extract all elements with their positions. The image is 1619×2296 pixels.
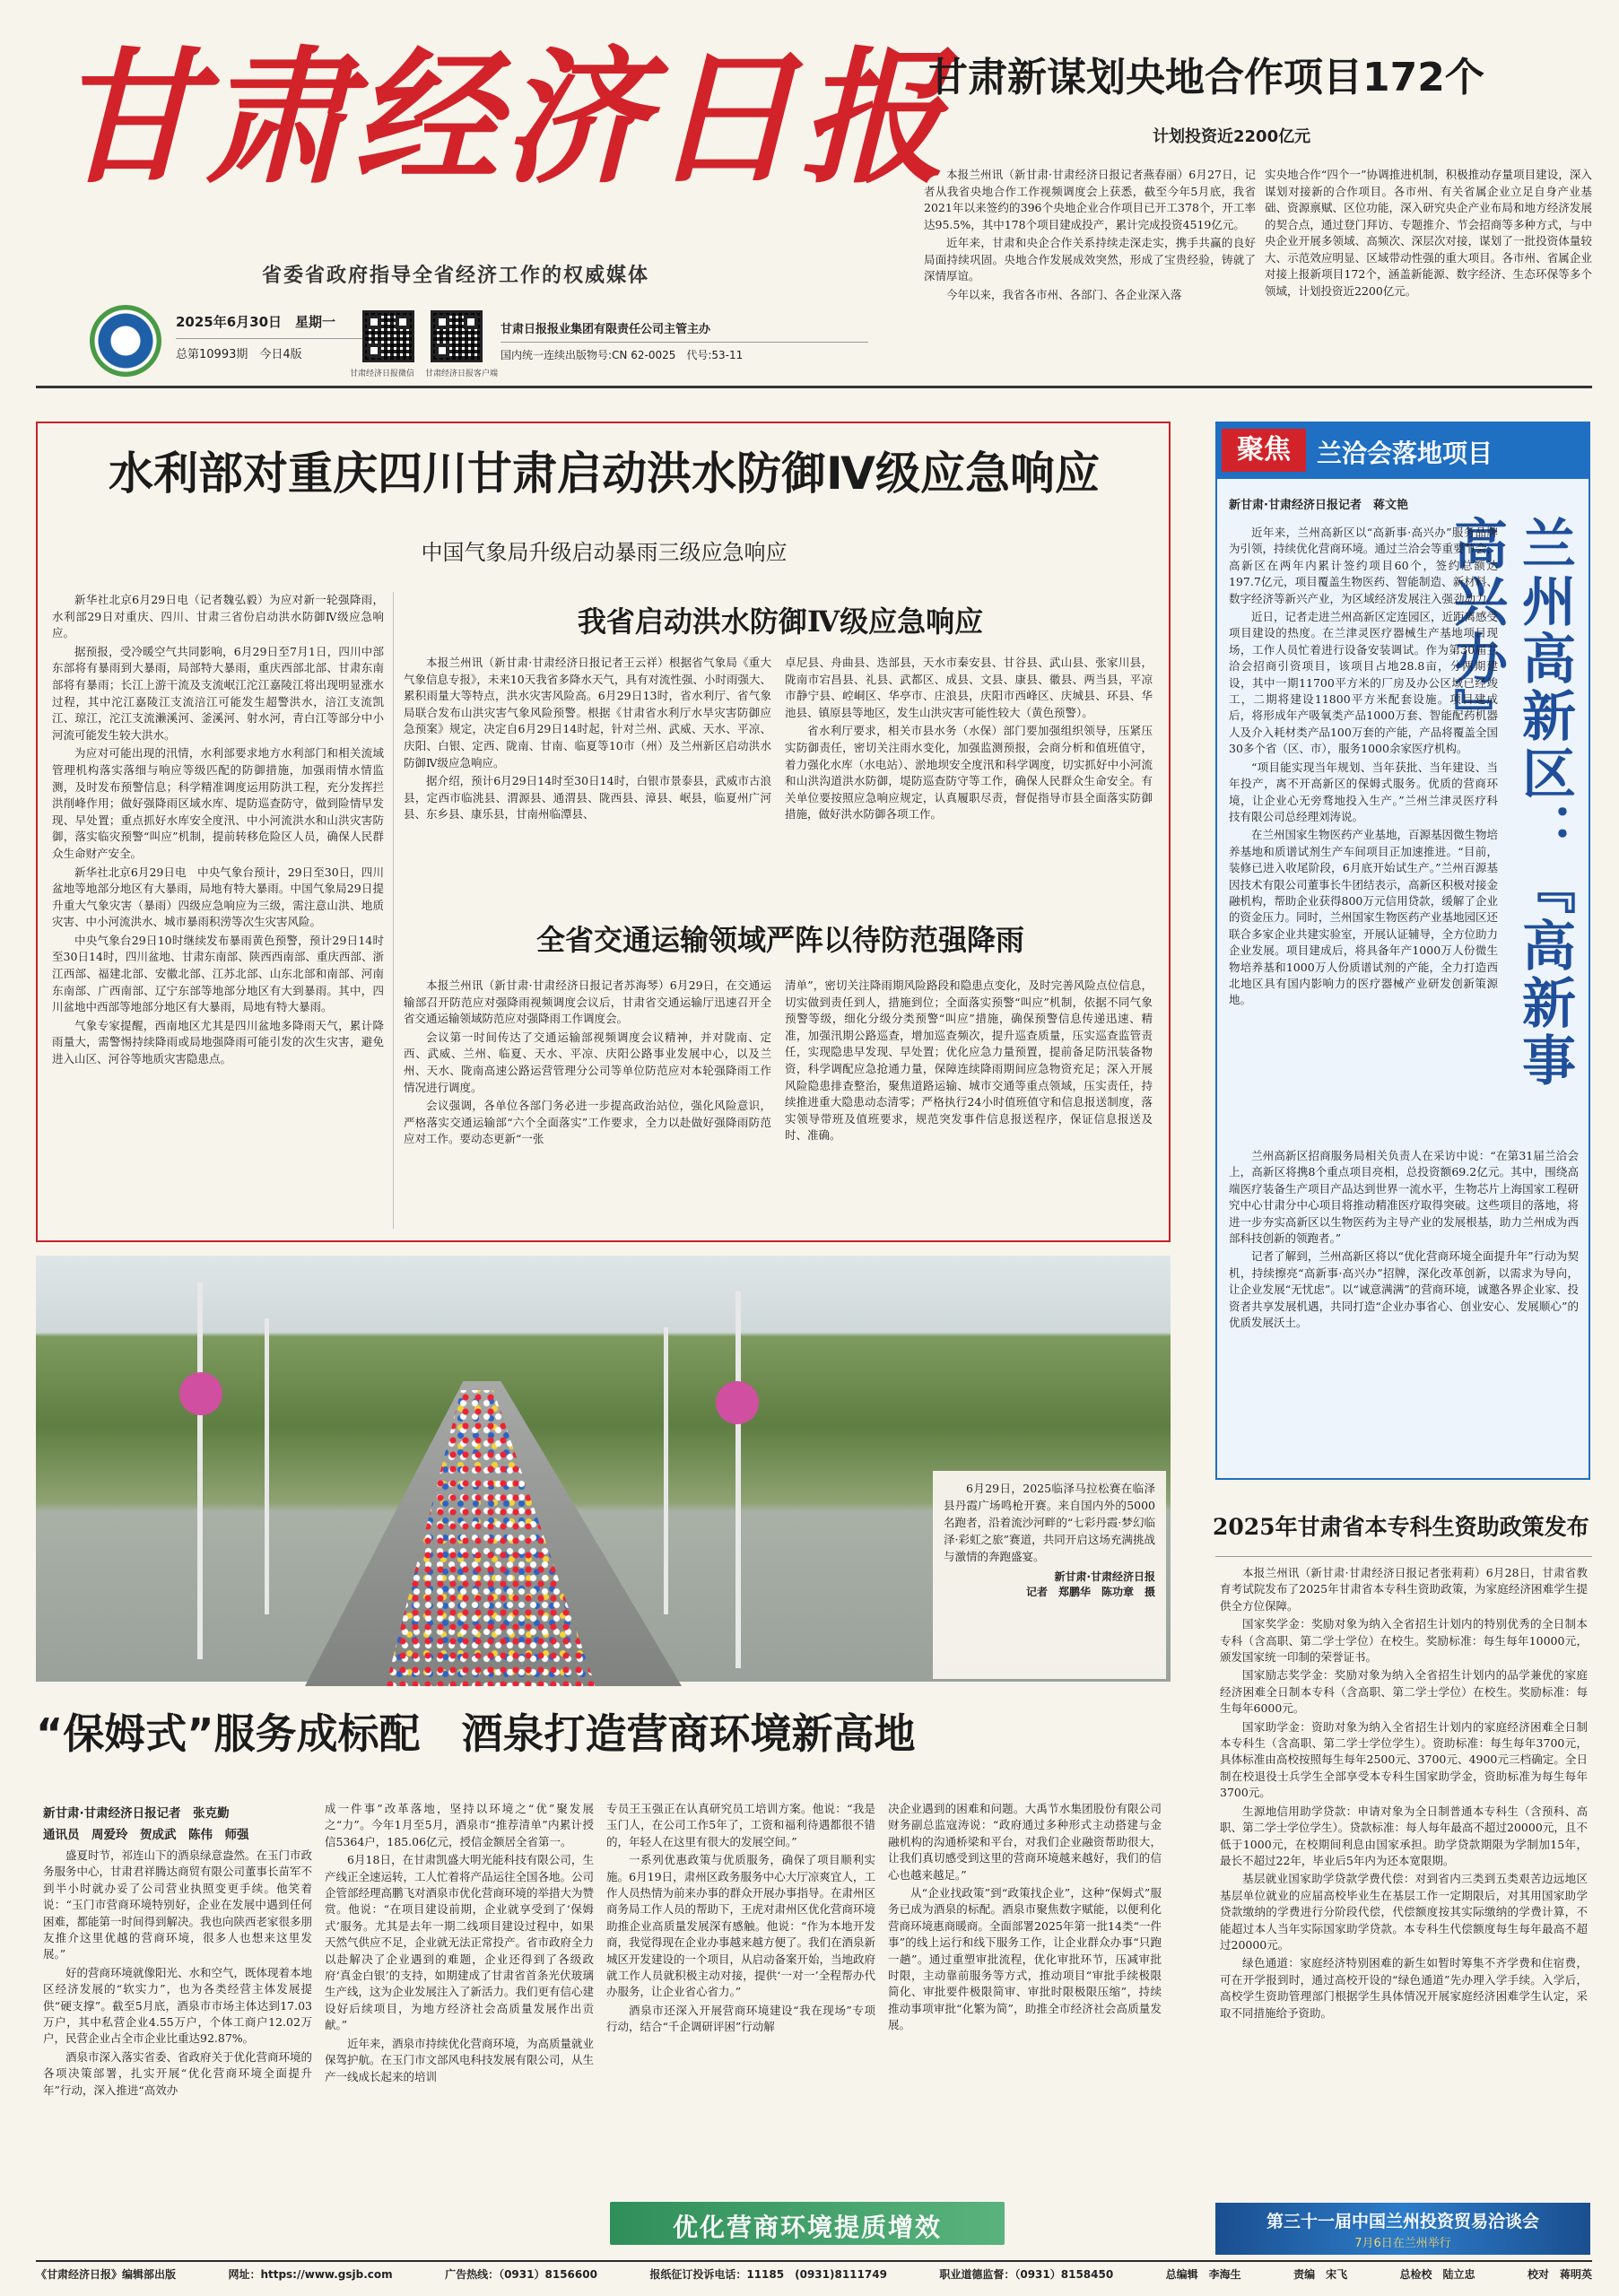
publisher-line: 甘肃日报报业集团有限责任公司主管主办 (500, 323, 711, 336)
business-banner (610, 2202, 1005, 2245)
focus-byline: 新甘肃·甘肃经济日报记者 蒋文艳 (1229, 499, 1408, 512)
business-col-2: 成一件事”改革落地，坚持以环境之“优”聚发展之“力”。今年1月至5月，酒泉市“推荐清单”内累计授信5364户，185.06亿元，授信金额居全省第一。 6月18日，在甘肃凯盛大明光能科技有限公司，生产线正全速运转，工人忙着将产品运往全国各地。公司企管部经理高鹏飞对酒泉市优化营商环境的举措大为赞赏。他说：“在项目建设前期，企业就享受到了‘保姆式’服务。尤其是去年一期二线项目建设过程中，如果天然气供应不足，企业就无法正常投产。省市政府全力以赴解决了企业遇到的难题，企业还得到了各级政府‘真金白银’的支持，如期建成了甘肃省首条光伏玻璃生产线，这为企业发展注入了新活力。我们更有信心建设好后续项目，为地方经济社会高质量发展作出贡献。” 近年来，酒泉市持续优化营商环境，为高质量就业保驾护航。在玉门市文部风电科技发展有限公司，从生产一线成长起来的培训 (325, 1802, 595, 2083)
footer-item: 职业道德监督：（0931）8158450 (939, 2268, 1114, 2281)
masthead-slogan: 省委省政府指导全省经济工作的权威媒体 (262, 265, 650, 287)
business-col-3: 专员王玉强正在认真研究员工培训方案。他说：“我是玉门人，在公司工作5年了，工资和福利待遇都很不错的，年轻人在这里有很大的发展空间。” 一系列优惠政策与优质服务，确保了项目顺利实施。6月19日，肃州区政务服务中心大厅凉爽宜人，工作人员热情为前来办事的群众开展办事指导。在肃州区商务局工作人员的帮助下，王虎对肃州区优化营商环境助推企业高质量发展深有感触。他说：“作为本地开发商，我觉得现在企业办事越来越方便了。我们在酒泉新城区开发建设的一个项目，从启动备案开始，当地政府就工作人员就积极主动对接，提供‘一对一’全程帮办代办服务，让企业省心省力。” 酒泉市还深入开展营商环境建设“我在现场”专项行动，结合“千企调研评困”行动解 (606, 1802, 876, 2034)
flood-headline[interactable]: 水利部对重庆四川甘肃启动洪水防御Ⅳ级应急响应 (109, 448, 1100, 500)
footer-item: 总检校 陆立忠 (1399, 2268, 1475, 2281)
subsidy-body: 本报兰州讯（新甘肃·甘肃经济日报记者张莉莉）6月28日，甘肃省教育考试院发布了2025年甘肃省本专科生资助政策，为家庭经济困难学生提供全方位保障。 国家奖学金：奖励对象为纳入全省招生计划内的特别优秀的全日制本专科（含高职、第二学士学位）在校生。奖励标准：每生每年10000元，颁发国家统一印制的荣誉证书。 国家励志奖学金：奖励对象为纳入全省招生计划内的品学兼优的家庭经济困难全日制本专科（含高职、第二学士学位）在校生。奖励标准：每生每年6000元。 国家助学金：资助对象为纳入全省招生计划内的家庭经济困难全日制本专科生（含高职、第二学士学位学生）。资助标准：每生每年3700元，具体标准由高校按照每生每年2500元、3700元、4900元三档确定。全日制在校退役士兵学生全部享受本专科生国家助学金，资助标准为每生每年3700元。 生源地信用助学贷款：申请对象为全日制普通本专科生（含预科、高职、第二学士学位学生）。贷款标准：每人每年最高不超过20000元，且不低于1000元，在校期间利息由国家承担。助学贷款期限为学制加15年，最长不超过22年，毕业后5年内为还本宽限期。 基层就业国家助学贷款学费代偿：对到省内三类到五类艰苦边远地区基层单位就业的应届高校毕业生在基层工作一定期限后，对其用国家助学贷款缴纳的学费进行分阶段代偿，代偿额度按其实际缴纳的学费计算，不能超过本人当年实际国家助学贷款。本专科生代偿额度每生每年最高不超过20000元。 绿色通道：家庭经济特别困难的新生如暂时筹集不齐学费和住宿费，可在开学报到时，通过高校开设的“绿色通道”先办理入学手续。入学后，高校学生资助管理部门根据学生具体情况开展家庭经济困难学生认定，采取不同措施给予资助。 (1220, 1566, 1588, 2020)
business-byline-2: 通讯员 周爱玲 贺成武 陈伟 师强 (43, 1828, 249, 1842)
footer (36, 2266, 1592, 2292)
marathon-photo[interactable] (36, 1256, 1171, 1682)
flood-sub1-title[interactable]: 我省启动洪水防御Ⅳ级应急响应 (577, 604, 984, 639)
cn-number-line: 国内统一连续出版物号:CN 62-0025 代号:53-11 (500, 349, 744, 361)
qr-code-wechat[interactable] (362, 310, 414, 362)
qr-code-app[interactable] (431, 310, 483, 362)
flood-subhead: 中国气象局升级启动暴雨三级应急响应 (421, 540, 788, 565)
photo-credit-1: 新甘肃·甘肃经济日报 (1054, 1570, 1155, 1583)
footer-item: 责编 宋飞 (1293, 2268, 1348, 2281)
business-banner-text: 优化营商环境提质增效 (672, 2213, 942, 2242)
business-byline-1: 新甘肃·甘肃经济日报记者 张克勤 (43, 1806, 230, 1821)
top-story-col1: 本报兰州讯（新甘肃·甘肃经济日报记者燕春丽）6月27日，记者从我省央地合作工作视频调度会上获悉，截至今年5月底，我省2021年以来签约的396个央地企业合作项目已开工378个，开工率达95.5%，其中178个项目建成投产，累计完成投资4519亿元。 近年来，甘肃和央企合作关系持续走深走实，携手共赢的良好局面持续巩固。央地合作发展成效突然，形成了宝贵经验，铸就了深情厚谊。 今年以来，我省各市州、各部门、各企业深入落 (924, 168, 1256, 301)
top-story-headline[interactable]: 甘肃新谋划央地合作项目172个 (928, 55, 1484, 100)
flood-sub2-title[interactable]: 全省交通运输领域严阵以待防范强降雨 (535, 923, 1024, 957)
footer-item: 总编辑 李海生 (1165, 2268, 1241, 2281)
qr-caption-wechat: 甘肃经济日报微信 (350, 370, 415, 378)
expo-banner-title: 第三十一届中国兰州投资贸易洽谈会 (1266, 2212, 1539, 2231)
footer-item: 广告热线：（0931）8156600 (445, 2268, 597, 2281)
date-line: 2025年6月30日 星期一 (176, 314, 336, 330)
top-story-col2: 实央地合作“四个一”协调推进机制，积极推动存量项目建设，深入谋划对接新的合作项目。各市州、有关省属企业立足自身产业基础、资源禀赋、区位功能，深入研究央企产业布局和地方经济发展的契合点，通过登门拜访、专题推介、节会招商等多种方式，与中央企业开展多领域、高频次、深层次对接，谋划了一批投资体量较大、示范效应明显、区域带动性强的重大项目。各市州、省属企业对接上报新项目172个，涵盖新能源、数字经济、生态环保等多个领域，计划投资近2200亿元。 (1265, 168, 1592, 298)
expo-banner-date: 7月6日在兰州举行 (1354, 2237, 1451, 2250)
footer-item: 校对 蒋明英 (1527, 2268, 1592, 2281)
footer-item: 报纸征订投诉电话：11185 (0931)8111749 (649, 2268, 887, 2281)
photo-caption: 6月29日，2025临泽马拉松赛在临泽县丹霞广场鸣枪开赛。来自国内外的5000名跑者，沿着流沙河畔的“七彩丹霞·梦幻临泽·彩虹之旅”赛道，共同开启这场充满挑战与激情的奔跑盛宴。 (944, 1482, 1155, 1563)
flood-sub2-col-a: 本报兰州讯（新甘肃·甘肃经济日报记者苏海琴）6月29日，在交通运输部召开防范应对强降雨视频调度会议后，甘肃省交通运输厅迅速召开全省交通运输领域防范应对强降雨工作调度会。 会议第一时间传达了交通运输部视频调度会议精神，并对陇南、定西、武威、兰州、临夏、天水、平凉、庆阳公路事业发展中心，以及兰州、天水、陇南高速公路运营管理分公司等单位防范应对本轮强降雨工作情况进行调度。 会议强调，各单位各部门务必进一步提高政治站位，强化风险意识，严格落实交通运输部“六个全面落实”工作要求，全力以赴做好强降雨防范应对工作。要动态更新“一张 (404, 978, 771, 1146)
focus-body-bottom: 兰州高新区招商服务局相关负责人在采访中说：“在第31届兰洽会上，高新区将携8个重点项目亮相，总投资额69.2亿元。其中，围绕高端医疗装备生产项目产品达到世界一流水平，生物芯片上海国家工程研究中心甘肃分中心项目将推动精准医疗取得突破。这些项目的落地，将进一步夯实高新区以生物医药为主导产业的发展根基，助力兰州成为西部科技创新的领跑者。” 记者了解到，兰州高新区将以“优化营商环境全面提升年”行动为契机，持续擦亮“高新事·高兴办”招牌，深化改革创新，以需求为导向，让企业发展“无忧虑”。以“诚意满满”的营商环境，诚邀各界企业家、投资者共享发展机遇，共同打造“企业办事省心、创业安心、发展顺心”的优质发展沃土。 (1229, 1149, 1579, 1330)
newspaper-logo-icon (90, 305, 161, 377)
flood-sub1-col-a: 本报兰州讯（新甘肃·甘肃经济日报记者王云祥）根据省气象局《重大气象信息专报》，未来10天我省多降水天气，具有对流性强、小时雨强大、累积雨量大等特点，洪水灾害风险高。6月29日13时，省水利厅、省气象局联合发布山洪灾害气象风险预警。根据《甘肃省水利厅水旱灾害防御应急预案》规定，决定自6月29日14时起，针对兰州、武威、天水、平凉、庆阳、白银、定西、陇南、甘南、临夏等10市（州）及兰州新区启动洪水防御Ⅳ级应急响应。 据介绍，预计6月29日14时至30日14时，白银市景泰县，武威市古浪县，定西市临洮县、渭源县、通渭县、陇西县、漳县、岷县，临夏州广河县、东乡县、康乐县，甘南州临潭县、 (404, 656, 771, 822)
flood-left-column: 新华社北京6月29日电（记者魏弘毅）为应对新一轮强降雨，水利部29日对重庆、四川、甘肃三省份启动洪水防御Ⅳ级应急响应。 据预报，受冷暖空气共同影响，6月29日至7月1日，四川中部东部将有暴雨到大暴雨，局部特大暴雨，重庆西部北部、甘肃东南部将有暴雨；长江上游干流及支流岷江沱江嘉陵江将出现明显涨水过程，其中沱江嘉陵江支流涪江可能发生超警洪水，涪江支流凯江、琼江，沱江支流濑溪河、釜溪河、射水河，青白江等部分中小河流可能发生较大洪水。 为应对可能出现的汛情，水利部要求地方水利部门和相关流域管理机构落实落细与响应等级匹配的防御措施，加强雨情水情监测，及时发布预警信息；科学精准调度运用防洪工程，充分发挥拦洪削峰作用；做好强降雨区域水库、堤防巡查防守，做到险情早发现、早处置；重点抓好水库安全度汛、中小河流洪水和山洪灾害防御，落实临灾预警“叫应”机制，提前转移危险区人员，确保人民群众生命财产安全。 新华社北京6月29日电 中央气象台预计，29日至30日，四川盆地等地部分地区有大暴雨，局地有特大暴雨。中国气象局29日提升重大气象灾害（暴雨）四级应急响应为三级，需注意山洪、地质灾害、中小河流洪水、城市暴雨积涝等次生灾害风险。 中央气象台29日10时继续发布暴雨黄色预警，预计29日14时至30日14时，四川盆地、甘肃东南部、陕西西南部、重庆西部、浙江西部、福建北部、安徽北部、江苏北部、山东北部和南部、河南东南部、广西南部、辽宁东部等地部分地区有大到暴雨。其中，四川盆地中西部等地部分地区有大暴雨，局地有特大暴雨。 气象专家提醒，西南地区尤其是四川盆地多降雨天气，累计降雨量大，需警惕持续降雨或局地强降雨可能引发的次生灾害，避免进入山区、河谷等地质灾害隐患点。 (52, 593, 384, 1066)
qr-caption-app: 甘肃经济日报客户端 (425, 370, 499, 378)
focus-column-title: 兰洽会落地项目 (1317, 439, 1493, 468)
subsidy-headline[interactable]: 2025年甘肃省本专科生资助政策发布 (1213, 1514, 1589, 1540)
footer-item: 《甘肃经济日报》编辑部出版 (36, 2268, 177, 2281)
flood-sub1-col-b: 卓尼县、舟曲县、迭部县，天水市秦安县、甘谷县、武山县、张家川县，陇南市宕昌县、礼县、武都区、成县、文县、康县、徽县、两当县，平凉市静宁县、崆峒区、华亭市、庄浪县，庆阳市西峰区、庆城县、环县、华池县、镇原县等地区，发生山洪灾害可能性较大（黄色预警）。 省水利厅要求，相关市县水务（水保）部门要加强组织领导，压紧压实防御责任，密切关注雨水变化，加强监测预报，会商分析和值班值守，着力强化水库（水电站）、淤地坝安全度汛和科学调度，切实抓好中小河流和山洪沟道洪水防御，堤防巡查防守等工作，确保人民群众生命安全。有关单位要按照应急响应规定，认真履职尽责，督促指导市县全面落实防御措施，做好洪水防御各项工作。 (785, 656, 1153, 822)
business-col-1: 盛夏时节，祁连山下的酒泉绿意盎然。在玉门市政务服务中心，甘肃君祥腾达商贸有限公司董事长苗军不到半小时就办妥了公司营业执照变更手续。他笑着说：“玉门市营商环境特别好，企业在发展中遇到任何困难，都能第一时间得到解决。我也向陕西老家很多朋友推介这里优越的营商环境，很多人也想来这里发展。” 好的营商环境就像阳光、水和空气，既体现着本地区经济发展的“软实力”，也为各类经营主体发展提供“硬支撑”。截至5月底，酒泉市市场主体达到17.03万户，其中私营企业4.55万户，个体工商户12.02万户，民营企业占全市企业比重达92.87%。 酒泉市深入落实省委、省政府关于优化营商环境的各项决策部署，扎实开展“优化营商环境全面提升年”行动，深入推进“高效办 (43, 1848, 313, 2097)
photo-credit-2: 记者 郑鹏华 陈功章 摄 (1025, 1586, 1155, 1598)
expo-banner[interactable] (1215, 2203, 1590, 2255)
flood-sub2-col-b: 清单”，密切关注降雨期风险路段和隐患点变化，及时完善风险点位信息，切实做到责任到人，措施到位；全面落实预警“叫应”机制，依据不同气象预警等级，细化分级分类预警“叫应”措施，确保预警信息传递迅速、精准，加强汛期公路巡查，增加巡查频次，提升巡查质量，压实巡查监管责任，实现隐患早发现、早处置；优化应急力量预置，提前备足防汛装备物资，科学调配应急抢通力量，保障连续降雨期间应急物资充足；深入开展风险隐患排查整治，聚焦道路运输、城市交通等重点领域，压实责任，持续推进重大隐患动态清零；严格执行24小时值班值守和信息报送制度，落实领导带班及值班要求，规范突发事件信息报送程序，保证信息报送及时、准确。 (785, 978, 1153, 1143)
focus-badge: 聚焦 (1222, 429, 1306, 472)
photo-caption-box (933, 1471, 1166, 1679)
top-story-subhead: 计划投资近2200亿元 (1153, 127, 1311, 146)
footer-website[interactable]: 网址：https://www.gsjb.com (228, 2268, 393, 2281)
issue-line: 总第10993期 今日4版 (176, 348, 302, 361)
focus-vertical-headline[interactable]: 兰州高新区：『高新事 高兴办』 (1445, 516, 1576, 1147)
focus-body-top: 近年来，兰州高新区以“高新事·高兴办”服务品牌为引领，持续优化营商环境。通过兰洽会等重要节会，高新区在两年内累计签约项目60个，签约总额达197.7亿元，项目覆盖生物医药、智能制造、新材料、数字经济等新兴产业，为区域经济发展注入强劲动力。 近日，记者走进兰州高新区定连园区，近距离感受项目建设的热度。在兰津灵医疗器械生产基地项目现场，工作人员忙着进行设备安装调试。作为第30届兰洽会招商引资项目，该项目占地28.8亩，分两期建设，其中一期11700平方米的厂房及办公区域已经竣工，二期将建设11800平方米配套设施。项目建成后，将形成年产吸氧类产品1000万套、智能配药机器人及介入耗材类产品100万套的产能，产品将覆盖全国30多个省（区、市），服务1000余家医疗机构。 “项目能实现当年规划、当年获批、当年建设、当年投产，离不开高新区的保姆式服务。优质的营商环境，让企业心无旁骛地投入生产。”兰州兰津灵医疗科技有限公司总经理刘涛说。 在兰州国家生物医药产业基地，百源基因微生物培养基地和质谱试剂生产车间项目正加速推进。“目前，装修已进入收尾阶段，6月底开始试生产。”兰州百源基因技术有限公司董事长牛团结表示，高新区积极对接金融机构，帮助企业获得800万元信用贷款，缓解了企业的资金压力。同时，兰州国家生物医药产业基地园区还联合多家企业共建实验室，开展认证辅导，全方位助力企业发展。项目建成后，将具备年产1000万人份微生物培养基和1000万人份质谱试剂的产能，全力打造西北地区具有国内影响力的医疗器械产业研发创新策源地。 (1229, 526, 1499, 1007)
masthead-title: 甘肃经济日报 (56, 33, 949, 204)
masthead (36, 18, 949, 378)
business-headline[interactable]: “保姆式”服务成标配 酒泉打造营商环境新高地 (36, 1709, 916, 1758)
business-col-4: 决企业遇到的困难和问题。大禹节水集团股份有限公司财务副总监寇涛说：“政府通过多种形式主动搭建与金融机构的沟通桥梁和平台，对我们企业融资帮助很大，让我们真切感受到这里的营商环境越来越好，我们的信心也越来越足。” 从“企业找政策”到“政策找企业”，这种“保姆式”服务已成为酒泉的标配。酒泉市聚焦数字赋能，以便利化营商环境惠商暖商。全面部署2025年第一批14类“一件事”的线上运行和线下服务工作，让企业群众办事“只跑一趟”。通过重塑审批流程，优化审批环节，压减审批时限，主动靠前服务等方式，推动项目“审批手续极限简化、审批要件极限简审、审批时限极限压缩”，持续推动事项审批“化繁为简”，助推全市经济社会高质量发展。 (888, 1802, 1162, 2032)
